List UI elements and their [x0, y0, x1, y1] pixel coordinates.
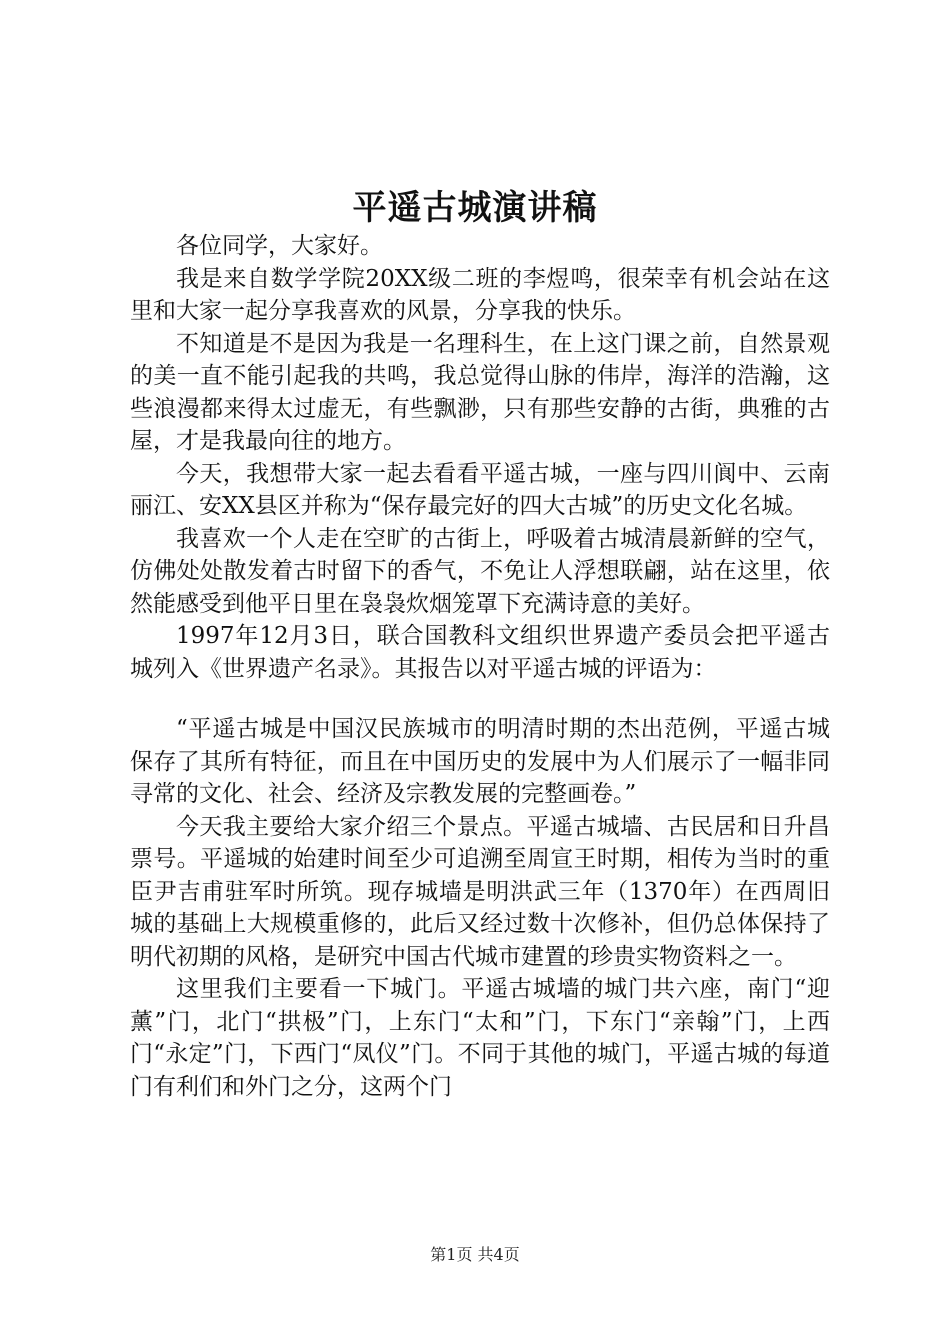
paragraph-world-heritage: 1997年12月3日，联合国教科文组织世界遗产委员会把平遥古城列入《世界遗产名录》。其报告以对平遥古城的评语为：: [130, 623, 830, 682]
paragraph-pingyao-intro: 今天，我想带大家一起去看看平遥古城，一座与四川阆中、云南丽江、安XX县区并称为“保存最完好的四大古城”的历史文化名城。: [130, 460, 830, 519]
page-number-footer: 第1页 共4页: [430, 1245, 520, 1264]
paragraph-introduction: 我是来自数学学院20XX级二班的李煜鸣，很荣幸有机会站在这里和大家一起分享我喜欢的风景，分享我的快乐。: [130, 265, 830, 324]
paragraph-ancient-street: 我喜欢一个人走在空旷的古街上，呼吸着古城清晨新鲜的空气，仿佛处处散发着古时留下的香气，不免让人浮想联翩，站在这里，依然能感受到他平日里在袅袅炊烟笼罩下充满诗意的美好。: [130, 525, 830, 617]
document-title: 平遥古城演讲稿: [352, 188, 598, 228]
paragraph-greeting: 各位同学，大家好。: [176, 233, 383, 259]
paragraph-city-gates: 这里我们主要看一下城门。平遥古城墙的城门共六座，南门“迎薰”门，北门“拱极”门，上东门“太和”门，下东门“亲翰”门，上西门“永定”门，下西门“凤仪”门。不同于其他的城门，平遥古城的每道门有利们和外门之分，这两个门: [130, 976, 830, 1100]
document-body: [130, 230, 830, 1103]
paragraph-preference: 不知道是不是因为我是一名理科生，在上这门课之前，自然景观的美一直不能引起我的共鸣，我总觉得山脉的伟岸，海洋的浩瀚，这些浪漫都来得太过虚无，有些飘渺，只有那些安静的古街，典雅的古屋，才是我最向往的地方。: [130, 330, 830, 454]
paragraph-city-wall: 今天我主要给大家介绍三个景点。平遥古城墙、古民居和日升昌票号。平遥城的始建时间至少可追溯至周宣王时期，相传为当时的重臣尹吉甫驻军时所筑。现存城墙是明洪武三年（1370年）在西周旧城的基础上大规模重修的，此后又经过数十次修补，但仍总体保持了明代初期的风格，是研究中国古代城市建置的珍贵实物资料之一。: [130, 813, 830, 970]
paragraph-unesco-quote: “平遥古城是中国汉民族城市的明清时期的杰出范例，平遥古城保存了其所有特征，而且在中国历史的发展中为人们展示了一幅非同寻常的文化、社会、经济及宗教发展的完整画卷。”: [130, 716, 830, 807]
